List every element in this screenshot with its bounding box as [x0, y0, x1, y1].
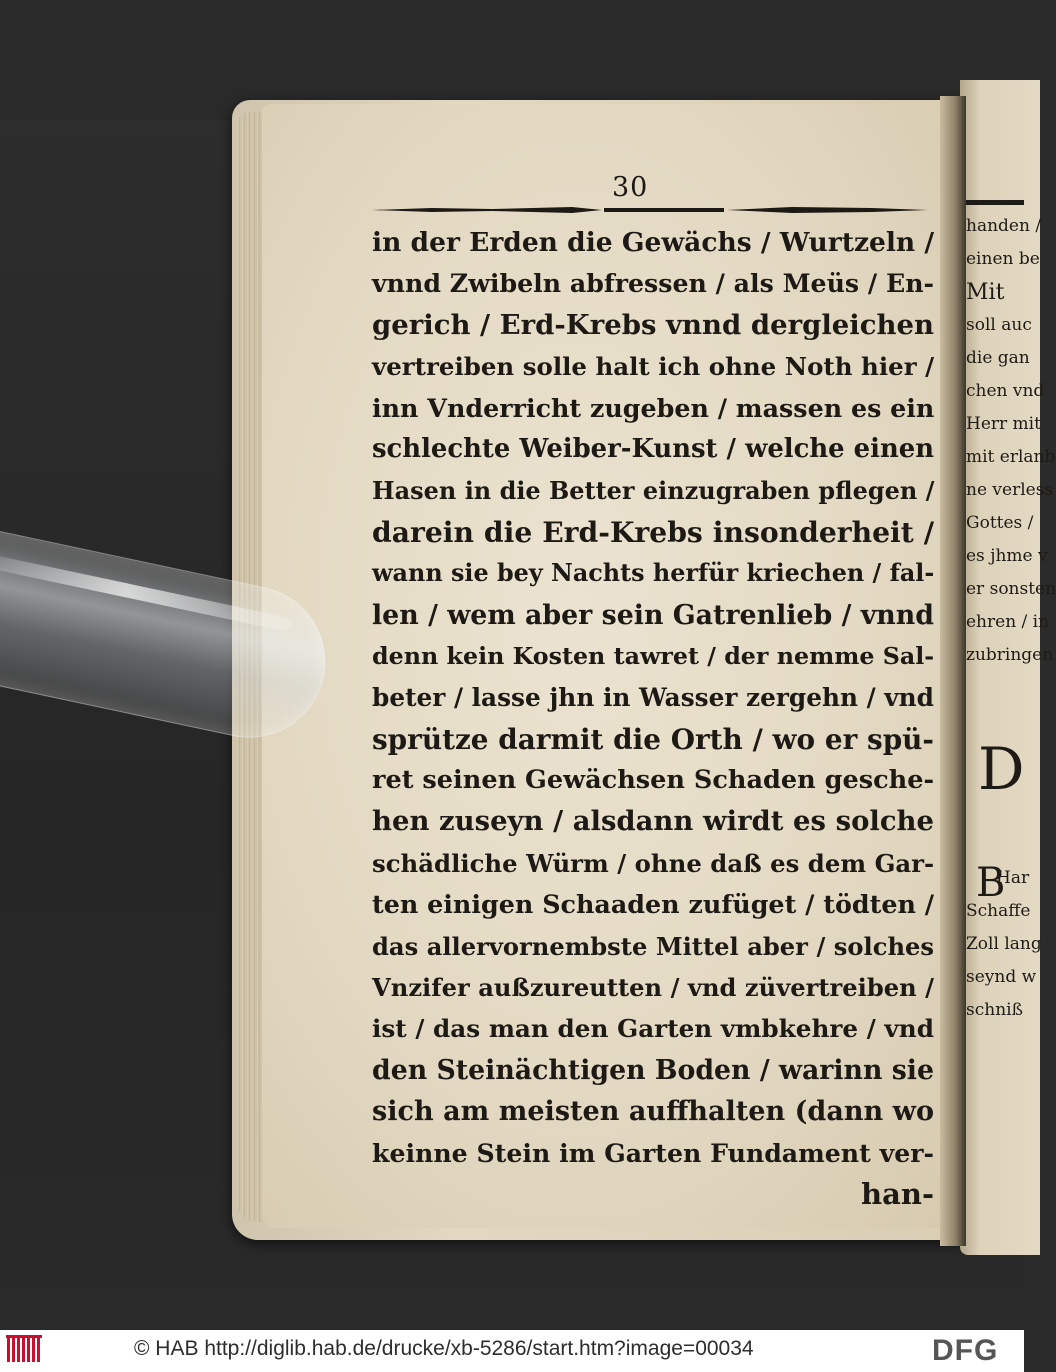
- facing-line: zubringen: [966, 645, 1054, 665]
- facing-initial: D: [978, 735, 1025, 803]
- text-line: ten einigen Schaaden zufüget / tödten /: [372, 889, 935, 920]
- facing-line: Mit: [966, 280, 1005, 305]
- text-line: vertreiben solle halt ich ohne Noth hier /: [372, 352, 935, 382]
- header-rule: [372, 206, 928, 214]
- text-line: vnnd Zwibeln abfressen / als Meüs / En-: [372, 268, 934, 299]
- facing-line: ehren / in: [966, 612, 1050, 632]
- text-line: hen zuseyn / alsdann wirdt es solche: [372, 805, 934, 838]
- facing-line: soll auc: [966, 315, 1032, 335]
- facing-line: chen vnd: [966, 381, 1045, 401]
- facing-line: ne verless: [966, 480, 1054, 500]
- copyright-link[interactable]: © HAB http://diglib.hab.de/drucke/xb-5286/start.htm?image=00034: [134, 1337, 754, 1360]
- body-text: [372, 222, 934, 1215]
- facing-line: seynd w: [966, 967, 1037, 987]
- facing-initial-2: B: [976, 860, 1006, 906]
- facing-line: schniß: [966, 1000, 1023, 1020]
- gutter: [940, 96, 966, 1246]
- facing-line: er sonsten: [966, 579, 1056, 599]
- facing-line: Herr mit: [966, 414, 1041, 434]
- facing-line: es jhme v: [966, 546, 1048, 566]
- facing-line: Zoll lang: [966, 934, 1042, 954]
- text-line: inn Vnderricht zugeben / massen es ein: [372, 392, 935, 423]
- facing-line: die gan: [966, 348, 1030, 368]
- facing-line: Har: [996, 868, 1030, 888]
- text-line: den Steinächtigen Boden / warinn sie: [372, 1054, 934, 1086]
- page-number: 30: [612, 172, 649, 203]
- text-line: len / wem aber sein Gatrenlieb / vnnd: [372, 599, 934, 631]
- text-line: sich am meisten auffhalten (dann wo: [372, 1096, 934, 1128]
- facing-line: handen /: [966, 216, 1042, 236]
- text-line: schlechte Weiber-Kunst / welche einen: [372, 433, 934, 464]
- text-line: denn kein Kosten tawret / der nemme Sal-: [372, 641, 935, 670]
- catchword: han-: [861, 1176, 934, 1211]
- dfg-logo: DFG: [932, 1334, 999, 1367]
- text-line: sprütze darmit die Orth / wo er spü-: [372, 722, 934, 756]
- facing-line: Gottes /: [966, 513, 1034, 533]
- facing-page-text: [966, 190, 1056, 1090]
- hab-logo-icon: [6, 1335, 42, 1365]
- facing-line: Schaffe: [966, 901, 1031, 921]
- text-line: keinne Stein im Garten Fundament ver-: [372, 1137, 934, 1168]
- footer-bar: [0, 1330, 1024, 1372]
- text-line: gerich / Erd-Krebs vnnd dergleichen: [372, 308, 935, 341]
- text-line: wann sie bey Nachts herfür kriechen / fal-: [372, 559, 935, 588]
- text-line: ret seinen Gewächsen Schaden gesche-: [372, 765, 935, 796]
- text-line: Hasen in die Better einzugraben pflegen /: [372, 476, 935, 506]
- text-line: schädliche Würm / ohne daß es dem Gar-: [372, 848, 935, 878]
- text-line: ist / das man den Garten vmbkehre / vnd: [372, 1014, 934, 1044]
- facing-line: mit erlanb: [966, 447, 1056, 467]
- text-line: beter / lasse jhn in Wasser zergehn / vnd: [372, 683, 934, 713]
- text-line: das allervornembste Mittel aber / solches: [372, 931, 934, 961]
- text-line: in der Erden die Gewächs / Wurtzeln /: [372, 227, 935, 258]
- text-line: Vnzifer außzureutten / vnd züvertreiben /: [372, 973, 934, 1003]
- facing-line: einen be: [966, 249, 1040, 269]
- text-line: darein die Erd-Krebs insonderheit /: [372, 515, 934, 549]
